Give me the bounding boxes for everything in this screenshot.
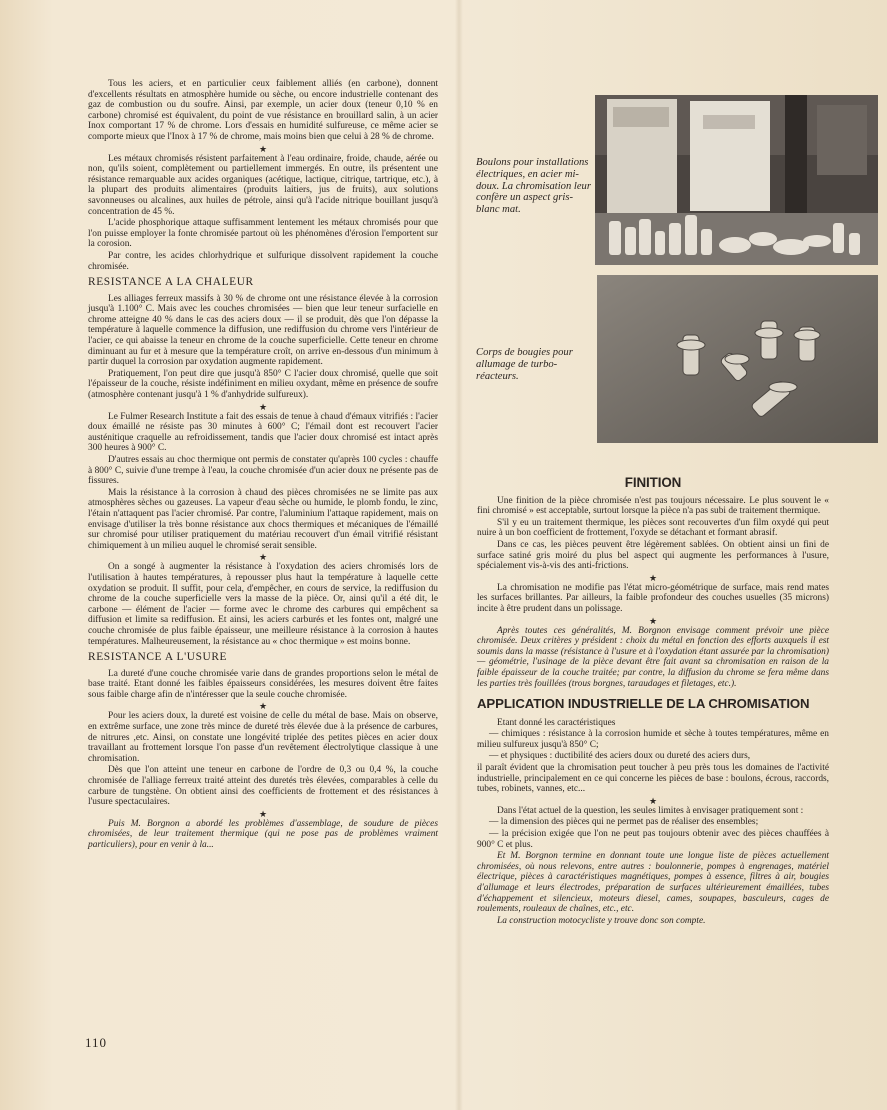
- star-separator: ★: [258, 143, 268, 154]
- section-heading-usure: RESISTANCE A L'USURE: [88, 651, 228, 664]
- section-heading-finition: FINITION: [624, 475, 682, 490]
- paragraph: Les métaux chromisés résistent parfaitement à l'eau ordinaire, froide, chaude, aérée ou non, qu'ils soient, complètement ou partiellement immergés. En outre, ils présentent une résistance remarquable aux acides organiques (acétique, lactique, citrique, tartrique, etc.), à la plupart des produits alimentaires (produits laitiers, jus de fruits), aux solutions savonneuses ou alcalines, aux huiles de pétrole, ainsi qu'à l'acide nitrique bouillant jusqu'à concentration de 45 %.: [88, 153, 438, 217]
- paragraph: — chimiques : résistance à la corrosion humide et sèche à toutes températures, même en milieu sulfureux jusqu'à 850° C;: [477, 729, 829, 750]
- paragraph: Dès que l'on atteint une teneur en carbone de l'ordre de 0,3 ou 0,4 %, la couche chromisée de l'alliage ferreux traité atteint des duretés très élevées, comparables à celle du carbure de tungstène. On obtient ainsi des coefficients de frottement et des résistances à l'usure spectaculaires.: [88, 765, 438, 808]
- paragraph: Le Fulmer Research Institute a fait des essais de tenue à chaud d'émaux vitrifiés : l'acier doux émaillé ne résiste pas 30 minutes à 600° C; l'émail dont est recouvert l'acier austénitique craquelle au refroidissement, tandis que l'acier doux chromisé est intact après 300 heures à 900° C.: [88, 411, 438, 454]
- paragraph: Pour les aciers doux, la dureté est voisine de celle du métal de base. Mais on observe, en extrême surface, une zone très mince de dureté très élevée due à la présence de carbures, de nitrures ,etc. Ainsi, on constate une longévité triplée des petites pièces en acier doux travaillant au frottement lorsque l'on passe d'un revêtement électrolytique classique à une chromisation.: [88, 711, 438, 764]
- paragraph: Tous les aciers, et en particulier ceux faiblement alliés (en carbone), donnent d'excellents résultats en atmosphère humide ou sèche, ou encore industrielle contenant des gaz de combustion ou du soufre. Ainsi, par exemple, un acier doux (teneur 0,10 % en carbone) chromisé est équivalent, du point de vue résistance en brouillard salin, à un acier Inox comportant 17 % de chrome. Lors d'essais en humidité sulfureuse, ce même acier se comporte mieux que l'Inox à 17 % de chrome, mais moins bien que celui à 28 % de chrome.: [88, 79, 438, 142]
- star-separator: ★: [648, 572, 658, 583]
- star-separator: ★: [258, 552, 268, 563]
- paragraph: La chromisation ne modifie pas l'état micro-géométrique de surface, mais rend mates les surfaces brillantes. Par ailleurs, la faible profondeur des couches usuelles (35 microns) incite à être prudent dans un polissage.: [477, 582, 829, 614]
- section-heading-chaleur: RESISTANCE A LA CHALEUR: [88, 276, 254, 289]
- paragraph: — la dimension des pièces qui ne permet pas de réaliser des ensembles;: [489, 817, 759, 828]
- photo-caption-spark-plugs: Corps de bougies pour allumage de turbo-réacteurs.: [476, 347, 573, 382]
- paragraph: Une finition de la pièce chromisée n'est pas toujours nécessaire. Le plus souvent le « fini chromisé » est acceptable, surtout lorsque la pièce n'a pas subi de traitement thermique.: [477, 495, 829, 517]
- paragraph-italic: Puis M. Borgnon a abordé les problèmes d'assemblage, de soudure de pièces chromisées, de leur traitement thermique (qui ne pose pas de problèmes vraiment particuliers), pour en venir à la...: [88, 818, 438, 850]
- spark-plug-bodies-photo: [597, 275, 878, 443]
- star-separator: ★: [258, 808, 268, 819]
- star-separator: ★: [648, 615, 658, 626]
- section-heading-application: APPLICATION INDUSTRIELLE DE LA CHROMISATION: [477, 696, 810, 712]
- application-section: [477, 718, 829, 927]
- paragraph-italic: La construction motocycliste y trouve donc son compte.: [497, 915, 706, 926]
- paragraph: Les alliages ferreux massifs à 30 % de chrome ont une résistance élevée à la corrosion jusqu'à 1.100° C. Mais avec les couches chromisées — bien que leur teneur surfacielle en chrome atteigne 40 % dans le cas des aciers doux — il se produit, dès que l'on dépasse la température à laquelle commence la diffusion, une rediffusion du chrome vers l'intérieur de l'acier, ce qui abaisse la teneur en chrome de la couche superficielle. Cette teneur en chrome diminuant au fur et à mesure que la température croît, on arrive en-dessous d'un minimum à partir duquel la corrosion par oxydation augmente rapidement.: [88, 293, 438, 368]
- paragraph: On a songé à augmenter la résistance à l'oxydation des aciers chromisés lors de l'utilisation à hautes températures, à repousser plus haut la température à laquelle cette oxydation se produit. Il suffit, pour cela, d'empêcher, en cours de service, la rediffusion du chrome de la couche superficielle vers la masse de la pièce. Or, ainsi qu'il a été dit, le carbone — élément de l'acier — forme avec le chrome des carbures qui empêchent sa diffusion et limite sa rediffusion. Et ainsi, les aciers carburés et les fontes ont, malgré une couche chromisée de plus faible épaisseur, une meilleure résistance à la corrosion à hautes températures. Malheureusement, la résistance au « choc thermique » est moins bonne.: [88, 562, 438, 647]
- page-fold: [455, 0, 463, 1110]
- photo-caption-bolts: Boulons pour installations électriques, en acier mi-doux. La chromisation leur confère un aspect gris-blanc mat.: [476, 157, 591, 216]
- paragraph: Dans l'état actuel de la question, les seules limites à envisager pratiquement sont :: [497, 805, 804, 816]
- star-separator: ★: [648, 795, 658, 806]
- paragraph-italic: Et M. Borgnon termine en donnant toute une longue liste de pièces actuellement chromisées, où nous relevons, entre autres : boulonnerie, pompes à engrenages, matériel électrique, pièces à caractéristiques magnétiques, pompes à essence, filtres à air, bougies d'allumage et leurs électrodes, préparation de surfaces ultérieurement émaillées, tubes d'échappement et silencieux, moteurs diesel, cames, soupapes, basculeurs, cages de roulements, rouleaux de chaînes, etc., etc.: [477, 851, 829, 915]
- paragraph: il paraît évident que la chromisation peut toucher à peu près tous les domaines de l'activité industrielle, principalement en ce qui concerne les pièces de base : boulons, écrous, raccords, tubes, robinets, vannes, etc...: [477, 763, 829, 795]
- right-column: [477, 475, 829, 927]
- paragraph: Mais la résistance à la corrosion à chaud des pièces chromisées ne se limite pas aux atmosphères sèches ou gazeuses. La vapeur d'eau sèche ou humide, le plomb fondu, le zinc, l'étain n'attaquent pas l'acier chromisé. Par contre, l'aluminium l'attaque rapidement, mais on envisage d'utiliser la très bonne résistance aux chocs thermiques et mécaniques de l'émaillé sur chromisé pour utiliser pratiquement du matériau recouvert d'un émail vitrifié résistant chimiquement à un milieu auquel le chromisé serait sensible.: [88, 487, 438, 551]
- left-column: [88, 79, 438, 852]
- star-separator: ★: [258, 701, 268, 712]
- page-number: 110: [85, 1035, 108, 1050]
- paragraph: — et physiques : ductibilité des aciers doux ou dureté des aciers durs,: [489, 751, 751, 762]
- paragraph: D'autres essais au choc thermique ont permis de constater qu'après 100 cycles : chauffe à 800° C, suivie d'une trempe à l'eau, la couche chromisée d'un acier doux ne présente pas de fissures.: [88, 455, 438, 487]
- paragraph: — la précision exigée que l'on ne peut pas toujours obtenir avec des pièces chauffées à 900° C et plus.: [477, 829, 829, 850]
- paragraph: L'acide phosphorique attaque suffisamment lentement les métaux chromisés pour que l'on puisse employer la fonte chromisée partout où les phénomènes d'érosion l'emportent sur la corosion.: [88, 218, 438, 250]
- paragraph: Dans ce cas, les pièces peuvent être légèrement sablées. On obtient ainsi un fini de surface satiné gris moiré du plus bel aspect qui augmente les performances à l'usure, spécialement vis-à-vis des anti-frictions.: [477, 539, 829, 572]
- paragraph: S'il y eu un traitement thermique, les pièces sont recouvertes d'un film oxydé qui peut nuire à un bon coefficient de frottement, l'oxyde se détachant et formant abrasif.: [477, 517, 829, 539]
- paragraph: Par contre, les acides chlorhydrique et sulfurique dissolvent rapidement la couche chromisée.: [88, 250, 438, 272]
- paragraph: La dureté d'une couche chromisée varie dans de grandes proportions selon le métal de base traité. Etant donné les faibles épaisseurs considérées, les mesures doivent être faites sous faible charge afin de n'intéresser que la seule couche chromisée.: [88, 668, 438, 700]
- bolts-photo: [595, 95, 878, 265]
- star-separator: ★: [258, 401, 268, 412]
- paragraph-italic: Après toutes ces généralités, M. Borgnon envisage comment prévoir une pièce chromisée. Deux critères y président : choix du métal en fonction des efforts auxquels il est soumis dans la masse (résistance à l'usure et à l'oxydation étant assurée par la chromisation) — géométrie, l'usinage de la pièce devant être fait avant sa chromisation en raison de la faible épaisseur de la couche traitée; par contre, la diffusion du chrome se fera même dans les parties très fouillées (trous borgnes, taraudages et filetages, etc.).: [477, 625, 829, 689]
- paragraph: Etant donné les caractéristiques: [497, 717, 616, 728]
- paragraph: Pratiquement, l'on peut dire que jusqu'à 850° C l'acier doux chromisé, quelle que soit l'épaisseur de la couche, résiste indéfiniment en milieu oxydant, même en présence de soufre (atmosphère contenant jusqu'à 1 % d'anhydride sulfureux).: [88, 368, 438, 401]
